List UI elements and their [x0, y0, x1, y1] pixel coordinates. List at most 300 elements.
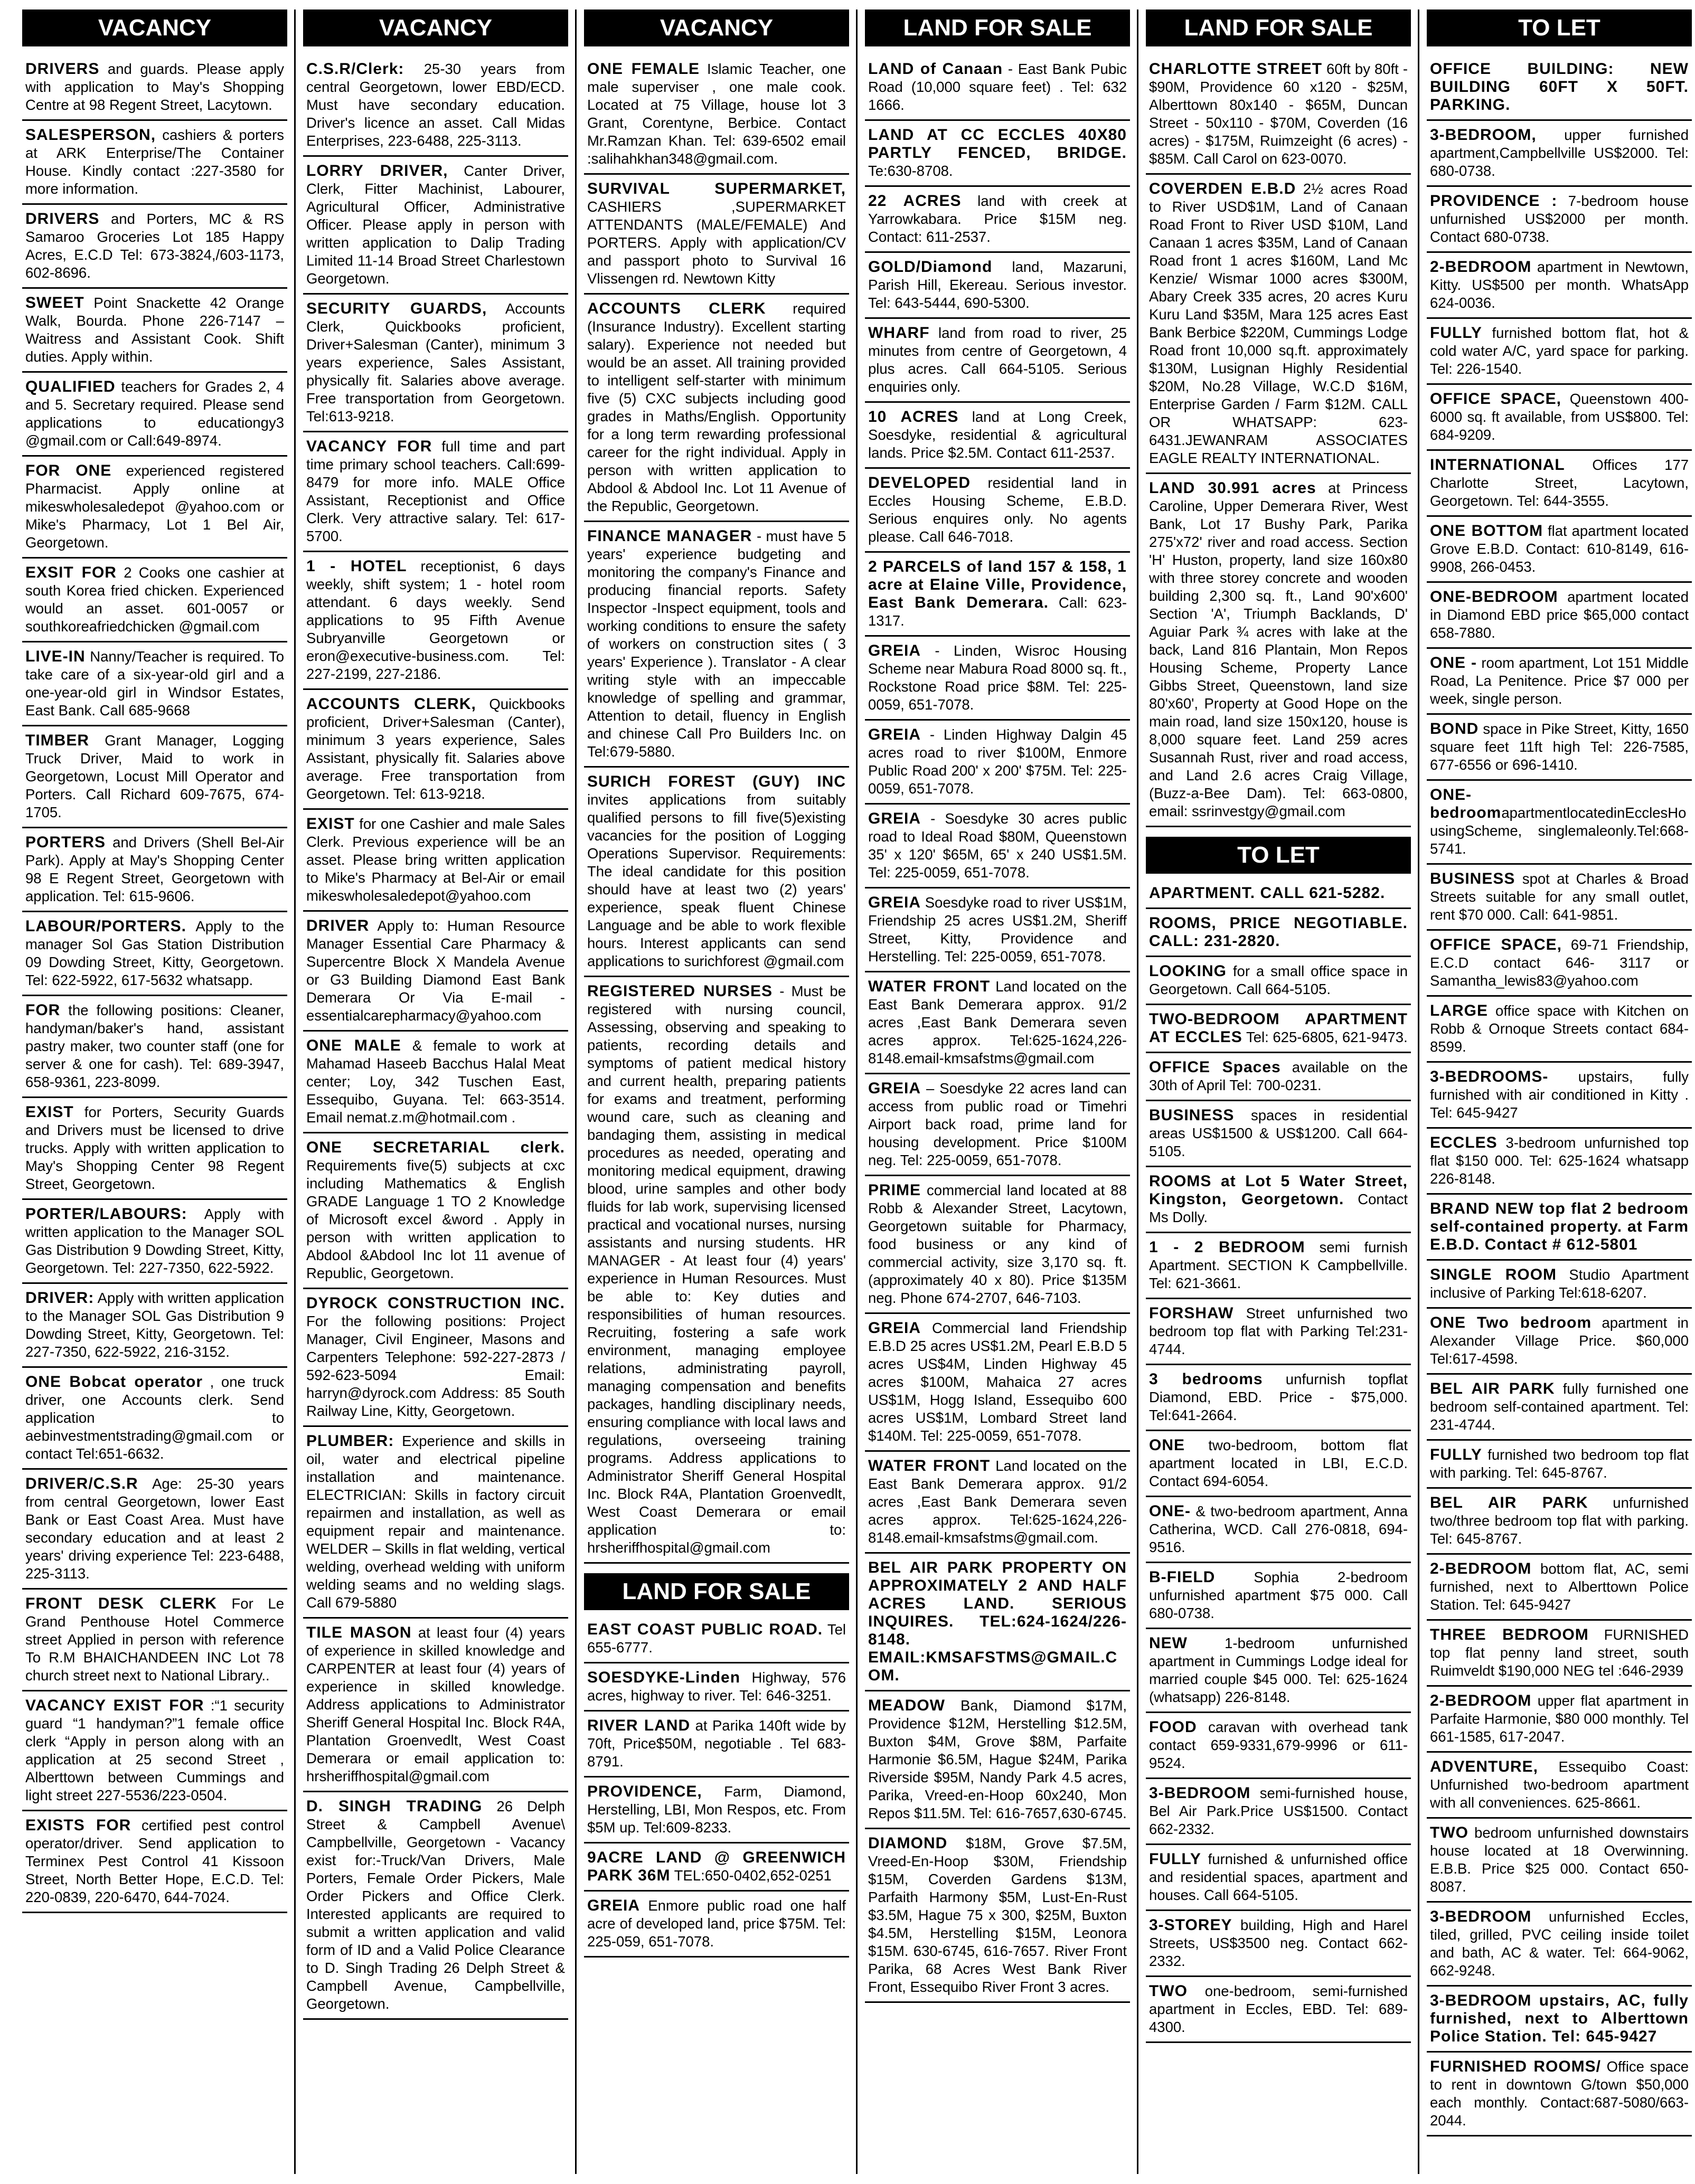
ad-text: :“1 security guard “1 handyman?”1 female office clerk “Apply in person along with an application at 25 second Street , Alberttown between Cummings and light street 227-5536/223-0504. [25, 1697, 285, 1803]
ad-text: 25-30 years from central Georgetown, lower EBD/ECD. Must have secondary education. Driver's licence an asset. Call Midas Enterprises, 223-6488, 225-3113. [306, 61, 565, 149]
classified-ad [1427, 192, 1692, 253]
ad-text: Commercial land Friendship E.B.D 25 acres US$1.2M, Pearl E.B.D 5 acres US$4M, Linden Highway 45 acres $100M, Mahaica 27 acres US$1M, Hogg Island, Essequibo 600 acres US$1M, Lombard Street land $140M. Tel: 225-0059, 651-7078. [868, 1320, 1127, 1444]
ad-text: Point Snackette 42 Orange Walk, Bourda. Phone 226-7147 – Waitress and Assistant Cook. Shift duties. Apply within. [25, 295, 284, 365]
classified-ad [865, 324, 1130, 403]
ad-lead: THREE BEDROOM [1430, 1626, 1589, 1643]
ad-text: - Linden Highway Dalgin 45 acres road to river $100M, Enmore Public Road 200' x 200' $75M. Tel: 225-0059, 651-7078. [868, 726, 1127, 797]
ad-text: Office space to rent in downtown G/town $50,000 each monthly. Contact:687-5080/663-2044. [1430, 2058, 1689, 2129]
ad-text: commercial land located at 88 Robb & Alexander Street, Lacytown, Georgetown suitable for Pharmacy, food business or any kind of commercial activity, size 3,170 sq. ft. (approximately 40 x 80). Price $135M neg. Phone 674-2707, 646-7103. [868, 1182, 1127, 1306]
ad-lead: LOOKING [1149, 962, 1227, 980]
ad-list [1146, 60, 1411, 827]
ad-list [1146, 884, 1411, 2043]
ad-text: Age: 25-30 years from central Georgetown, lower East Bank or East Coast Area. Must have secondary education and at least 2 years' driving experience Tel: 223-6488, 225-3113. [25, 1476, 284, 1582]
ad-lead: LARGE [1430, 1002, 1488, 1019]
classified-ad [584, 1849, 849, 1892]
ad-lead: OFFICE BUILDING: NEW BUILDING 60FT X 50FT. PARKING. [1430, 60, 1689, 114]
ad-text: Islamic Teacher, one male superviser , one male cook. Located at 75 Village, house lot 3 Grant, Corentyne, Berbice. Contact Mr.Ramzan Khan. Tel: 639-6502 email :salihahkhan348@gmail.com. [587, 61, 846, 167]
classified-ad [1427, 720, 1692, 781]
ad-lead: GREIA [587, 1897, 641, 1914]
ad-lead: DRIVERS [25, 210, 100, 228]
ad-text: Apply to: Human Resource Manager Essential Care Pharmacy & Supercentre Block X Mandela Avenue or G3 Building Diamond East Bank Demerara Or Via E-mail - essentialcarepharmacy@yahoo.com [306, 918, 565, 1024]
column-divider [294, 10, 296, 2174]
ad-lead: DYROCK CONSTRUCTION INC. [306, 1294, 565, 1312]
ad-text: Contact Ms Dolly. [1149, 1191, 1408, 1225]
ad-lead: DEVELOPED [868, 474, 971, 491]
ad-text: Queenstown 400-6000 sq. ft available, from US$800. Tel: 684-9209. [1430, 391, 1689, 443]
ad-text: TEL:650-0402,652-0251 [670, 1867, 832, 1884]
ad-text: Te:630-8708. [868, 163, 953, 179]
column-heading: VACANCY [584, 10, 849, 46]
ad-text: 60ft by 80ft - $90M, Providence 60 x120 - $25M, Alberttown 80x140 - $65M, Duncan Street - 50x110 - $70M, Coverden (16 acres) - $175M, Ruimzeight (6 acres) - $85M. Call Carol on 623-0070. [1149, 61, 1408, 167]
ad-lead: ONE Bobcat operator [25, 1373, 203, 1391]
ad-text: Street unfurnished two bedroom top flat with Parking Tel:231-4744. [1149, 1305, 1408, 1357]
ad-lead: GREIA [868, 1319, 921, 1337]
ad-text: & female to work at Mahamad Haseeb Bacchus Halal Meat center; Loy, 342 Tuschen East, Essequibo, Guyana. Tel: 663-3514. Email nemat.z.m@hotmail.com . [306, 1037, 565, 1126]
ad-text: CASHIERS ,SUPERMARKET ATTENDANTS (MALE/FEMALE) And PORTERS. Apply with application/CV and passport photo to Survival 16 Vlissengen rd. Newtown Kitty [587, 198, 846, 287]
ad-text: 2½ acres Road to River USD$1M, Land of Canaan Road Front to River USD $10M, Land Canaan 1 acres $35M, Land of Canaan Road front 1 acres $160M, Land Mc Kenzie/ Wismar 1000 acres $300M, Abary Creek 335 acres, 20 acres Kuru Kuru Land $35M, Mara 125 acres East Bank Berbice $220M, Cummings Lodge Road front 10,000 sq.ft. approximately $130M, Lusignan Highly Residential $20M, No.28 Village, W.C.D $16M, Enterprise Garden / Farm $12M. CALL OR WHATSAPP: 623-6431.JEWANRAM ASSOCIATES EAGLE REALTY INTERNATIONAL. [1149, 181, 1408, 466]
classified-ad [865, 978, 1130, 1074]
ad-text: semi furnish Apartment. SECTION K Campbellville. Tel: 621-3661. [1149, 1239, 1408, 1291]
ad-text: Apply to the manager Sol Gas Station Distribution 09 Dowding Street, Kitty, Georgetown. Tel: 622-5922, 617-5632 whatsapp. [25, 918, 284, 988]
column-vacancy-2 [303, 10, 568, 2174]
ad-lead: BEL AIR PARK [1430, 1380, 1555, 1397]
ad-lead: LIVE-IN [25, 648, 86, 665]
ad-text: Highway, 576 acres, highway to river. Tel: 646-3251. [587, 1669, 846, 1704]
ad-text: at least four (4) years of experience in skilled knowledge and CARPENTER at least four (4) years of experience in skilled knowledge. Address applications to Administrator Sheriff General Hospital Inc. Block R4A, Plantation Groenvedlt, West Coast Demerara or email application to: hrsheriffhospital@gmail.com [306, 1624, 566, 1784]
ad-text: FURNISHED top flat penny land street, south Ruimveldt $190,000 NEG tel :646-2939 [1430, 1627, 1689, 1679]
ad-lead: FULLY [1430, 324, 1482, 342]
ad-text: certified pest control operator/driver. Send application to Terminex Pest Control 41 Kissoon Street, North Better Hope, E.C.D. Tel: 220-0839, 220-6470, 644-7024. [25, 1817, 285, 1905]
classified-ad [1427, 1908, 1692, 1987]
ad-text: Offices 177 Charlotte Street, Lacytown, Georgetown. Tel: 644-3555. [1430, 457, 1689, 509]
ad-lead: TWO [1149, 1982, 1188, 2000]
classified-ad [865, 1559, 1130, 1691]
classified-ad [1427, 1758, 1692, 1819]
ad-lead: BEL AIR PARK [1430, 1494, 1588, 1511]
classified-ad [22, 1475, 287, 1590]
classified-ad [1427, 588, 1692, 649]
classified-ad [1427, 258, 1692, 319]
column-heading: TO LET [1427, 10, 1692, 46]
ad-text: for Porters, Security Guards and Drivers must be licensed to drive trucks. Apply with written application to May's Shopping Center 98 Regent Street, Georgetown. [25, 1104, 284, 1192]
ad-lead: PROVIDENCE, [587, 1783, 702, 1800]
ad-text: – Soesdyke 22 acres land can access from public road or Timehri Airport back road, prime land for housing development. Price $100M neg. Tel: 225-0059, 651-7078. [868, 1080, 1127, 1168]
ad-text: apartment in Newtown, Kitty. US$500 per month. WhatsApp 624-0036. [1430, 259, 1689, 311]
ad-text: experienced registered Pharmacist. Apply online at mikeswholesaledepot @yahoo.com or Mike's Pharmacy, Lot 1 Bel Air, Georgetown. [25, 462, 284, 551]
classified-ad [22, 648, 287, 726]
classified-ad [1146, 1784, 1411, 1845]
ad-text: cashiers & porters at ARK Enterprise/The Container House. Kindly contact :227-3580 for more information. [25, 127, 284, 197]
classified-ad [303, 162, 568, 295]
ad-lead: ROOMS at Lot 5 Water Street, Kingston, Georgetown. [1149, 1173, 1408, 1208]
ad-lead: BUSINESS [1149, 1107, 1235, 1124]
ad-lead: 1 - HOTEL [306, 557, 407, 575]
classified-ad [22, 564, 287, 642]
classified-ad [1427, 1446, 1692, 1489]
ad-lead: TWO-BEDROOM APARTMENT AT ECCLES [1149, 1010, 1408, 1046]
ad-text: unfurnished Eccles, tiled, grilled, PVC ceiling inside toilet and bath, AC & water. Tel: 664-9062, 662-9248. [1430, 1908, 1689, 1979]
ad-text: and Drivers (Shell Bel-Air Park). Apply at May's Shopping Center 98 E Regent Street, Georgetown with application. Tel: 615-9606. [25, 834, 284, 904]
classified-ad [1146, 914, 1411, 957]
ad-lead: ONE-BEDROOM [1430, 588, 1558, 606]
classified-ad [303, 557, 568, 690]
classified-ad [303, 1798, 568, 2020]
ad-text: furnished two bedroom top flat with parking. Tel: 645-8767. [1430, 1446, 1689, 1481]
ad-lead: OFFICE Spaces [1149, 1058, 1281, 1076]
ad-lead: BEL AIR PARK PROPERTY ON APPROXIMATELY 2 AND HALF ACRES LAND. SERIOUS INQUIRES. TEL:624-1624/226-8148. EMAIL:KMSAFSTMS@GMAIL.COM. [868, 1559, 1127, 1684]
classified-ad [1146, 1370, 1411, 1431]
classified-ad [1146, 1568, 1411, 1629]
ad-lead: EXISTS FOR [25, 1817, 131, 1834]
classified-ad [1427, 126, 1692, 187]
ad-text: 26 Delph Street & Campbell Avenue\ Campbellville, Georgetown - Vacancy exist for:-Truck/Van Drivers, Male Porters, Female Order Pickers, Male Order Pickers and Office Clerk. Interested applicants are required to submit a written application and valid form of ID and a Valid Police Clearance to D. Singh Trading 26 Delph Street & Campbell Avenue, Campbellville, Georgetown. [306, 1798, 565, 2012]
ad-text: caravan with overhead tank contact 659-9331,679-9996 or 611-9524. [1149, 1719, 1408, 1771]
ad-lead: 2-BEDROOM [1430, 1692, 1532, 1709]
classified-ad [1146, 1107, 1411, 1167]
ad-text: upper furnished apartment,Campbellville US$2000. Tel: 680-0738. [1430, 127, 1689, 179]
classified-ad [22, 1817, 287, 1913]
ad-text: room apartment, Lot 151 Middle Road, La Penitence. Price $7 000 per week, single person. [1430, 655, 1689, 707]
ad-lead: SECURITY GUARDS, [306, 300, 487, 317]
ad-lead: 3-BEDROOM, [1430, 126, 1537, 144]
ad-lead: GREIA [868, 726, 921, 743]
ad-text: Call: 623-1317. [868, 594, 1127, 629]
ad-lead: 10 ACRES [868, 408, 959, 426]
classified-ad [303, 1139, 568, 1289]
classified-ad [303, 60, 568, 157]
classified-ad [22, 918, 287, 996]
ad-lead: EXIST [25, 1103, 74, 1121]
classified-ad [22, 210, 287, 289]
ad-text: land from road to river, 25 minutes from centre of Georgetown, 4 plus acres. Call 664-5105. Serious enquiries only. [868, 325, 1127, 395]
ad-lead: WATER FRONT [868, 1457, 991, 1474]
ad-lead: BUSINESS [1430, 870, 1515, 887]
ad-text: land at Long Creek, Soesdyke, residential & agricultural lands. Price $2.5M. Contact 611-2537. [868, 409, 1127, 461]
classified-ad [1427, 1068, 1692, 1129]
ad-list [584, 60, 849, 1564]
ad-text: - East Bank Pubic Road (10,000 square feet) . Tel: 632 1666. [868, 61, 1127, 113]
section-heading-to-let: TO LET [1146, 837, 1411, 874]
classified-ad [865, 1319, 1130, 1452]
ad-lead: MEADOW [868, 1697, 945, 1714]
ad-text: Nanny/Teacher is required. To take care of a six-year-old girl and a one-year-old girl in Windsor Estates, East Bank. Call 685-9668 [25, 648, 284, 718]
classified-ad [584, 1897, 849, 1958]
column-heading: VACANCY [22, 10, 287, 46]
ad-list [22, 60, 287, 1913]
ad-lead: FORSHAW [1149, 1304, 1234, 1322]
ad-lead: VACANCY FOR [306, 438, 432, 455]
classified-ad [1146, 884, 1411, 909]
ad-text: bottom flat, AC, semi furnished, next to Alberttown Police Station. Tel: 645-9427 [1430, 1561, 1689, 1613]
ad-lead: PLUMBER: [306, 1432, 394, 1450]
ad-lead: BRAND NEW top flat 2 bedroom self-contained property. at Farm E.B.D. Contact # 612-5801 [1430, 1200, 1689, 1253]
ad-lead: C.S.R/Clerk: [306, 60, 404, 78]
classified-ad [303, 917, 568, 1032]
ad-text: two-bedroom, bottom flat apartment located in LBI, E.C.D. Contact 694-6054. [1149, 1437, 1408, 1489]
ad-lead: GOLD/Diamond [868, 258, 993, 276]
ad-lead: 3-BEDROOM [1430, 1908, 1532, 1925]
ad-lead: PRIME [868, 1181, 921, 1199]
column-vacancy-3 [584, 10, 849, 2174]
ad-text: and Porters, MC & RS Samaroo Groceries Lot 185 Happy Acres, E.C.D Tel: 673-3824,/603-1173, 602-8696. [25, 211, 284, 281]
classified-ad [584, 1717, 849, 1778]
classified-ad [865, 126, 1130, 187]
classified-ad [865, 408, 1130, 469]
ad-text: Soesdyke road to river US$1M, Friendship 25 acres US$1.2M, Sheriff Street, Kitty, Providence and Herstelling. Tel: 225-0059, 651-7078. [868, 894, 1127, 965]
ad-lead: DRIVER [306, 917, 370, 934]
ad-lead: DIAMOND [868, 1835, 948, 1852]
ad-lead: TWO [1430, 1824, 1468, 1841]
ad-lead: GREIA [868, 642, 921, 659]
classified-ad [303, 1432, 568, 1619]
ad-lead: SURVIVAL SUPERMARKET, [587, 180, 846, 197]
classified-ad [865, 1697, 1130, 1829]
ad-text: building, High and Harel Streets, US$3500 neg. Contact 662-2332. [1149, 1917, 1408, 1969]
ad-lead: PORTER/LABOURS: [25, 1205, 187, 1223]
ad-lead: REGISTERED NURSES [587, 982, 773, 1000]
classified-ad [1146, 1238, 1411, 1299]
ad-lead: FULLY [1430, 1446, 1482, 1463]
ad-text: Farm, Diamond, Herstelling, LBI, Mon Respos, etc. From $5M up. Tel:609-8233. [587, 1783, 846, 1836]
ad-lead: LORRY DRIVER, [306, 162, 448, 179]
ad-text: full time and part time primary school teachers. Call:699-8479 for more info. MALE Office Assistant, Receptionist and Office Clerk. Very attractive salary. Tel: 617-5700. [306, 438, 565, 544]
ad-lead: WATER FRONT [868, 978, 991, 995]
ad-lead: CHARLOTTE STREET [1149, 60, 1323, 78]
classified-ad [303, 1294, 568, 1427]
classified-ad [1427, 1824, 1692, 1903]
ad-lead: FOR [25, 1001, 61, 1019]
ad-text: furnished & unfurnished office and residential spaces, apartment and houses. Call 664-5105. [1149, 1851, 1408, 1903]
ad-text: Enmore public road one half acre of developed land, price $75M. Tel: 225-059, 651-7078. [587, 1897, 846, 1950]
column-land-for-sale-1 [865, 10, 1130, 2174]
column-land-for-sale-2 [1146, 10, 1411, 2174]
ad-text: Apply with written application to the Manager SOL Gas Distribution 9 Dowding Street, Kitty, Georgetown. Tel: 227-7350, 622-5922. [25, 1206, 284, 1276]
classified-ad [865, 60, 1130, 121]
ad-text: - Soesdyke 30 acres public road to Ideal Road $80M, Queenstown 35' x 120' $65M, 65' x 240 US$1.5M. Tel: 225-0059, 651-7078. [868, 810, 1127, 881]
ad-lead: GREIA [868, 1080, 921, 1097]
ad-text: invites applications from suitably qualified persons to fill five(5)existing vacancies for the position of Logging Operations Supervisor. Requirements: The ideal candidate for this position should have at least two (2) years' experience, speak fluent Chinese Language and be able to work flexible hours. Interest applicants can send applications to surichforest @gmail.com [587, 791, 846, 969]
ad-lead: DRIVER/C.S.R [25, 1475, 138, 1492]
ad-text: Tel: 625-6805, 621-9473. [1242, 1029, 1408, 1045]
ad-text: apartmentlocatedinEcclesHousingScheme, singlemaleonly.Tel:668-5741. [1430, 805, 1689, 857]
ad-text: For the following positions: Project Manager, Civil Engineer, Masons and Carpenters Telephone: 592-227-2873 / 592-623-5094 Email: harryn@dyrock.com Address: 85 South Railway Line, Kitty, Georgetown. [306, 1313, 565, 1419]
ad-lead: 9ACRE LAND @ GREENWICH PARK 36M [587, 1849, 846, 1884]
ad-lead: OFFICE SPACE, [1430, 390, 1561, 408]
ad-text: office space with Kitchen on Robb & Ornoque Streets contact 684-8599. [1430, 1003, 1689, 1055]
ad-lead: SWEET [25, 294, 84, 311]
ad-lead: ONE Two bedroom [1430, 1314, 1592, 1331]
column-to-let [1427, 10, 1692, 2174]
classified-ad [22, 60, 287, 121]
classified-ad [1427, 1380, 1692, 1441]
ad-lead: DRIVER: [25, 1289, 95, 1307]
ad-text: Studio Apartment inclusive of Parking Tel:618-6207. [1430, 1266, 1689, 1301]
classified-ad [22, 1697, 287, 1811]
classified-ad [1146, 479, 1411, 827]
ad-lead: FINANCE MANAGER [587, 527, 752, 545]
column-heading: LAND FOR SALE [1146, 10, 1411, 46]
column-divider [856, 10, 858, 2174]
column-divider [1418, 10, 1419, 2174]
classified-ad [1427, 1992, 1692, 2053]
ad-lead: ACCOUNTS CLERK [587, 300, 766, 317]
classified-ad [22, 1205, 287, 1284]
ad-lead: FOR ONE [25, 462, 112, 479]
classified-ad [865, 258, 1130, 319]
classified-ad [584, 773, 849, 977]
column-divider [575, 10, 577, 2174]
ad-text: $18M, Grove $7.5M, Vreed-En-Hoop $30M, Friendship $15M, Coverden Gardens $13M, Parfaith Harmony $5M, Lust-En-Rust $3.5M, Hague 75 x 300, $25M, Buxton $4.5M, Herstelling $15M, Leonora $15M. 630-6745, 616-7657. River Front Parika, 68 Acres West Bank River Front, Essequibo River Front 3 acres. [868, 1835, 1127, 1995]
classified-ad [1146, 1982, 1411, 2043]
classified-ad [1427, 1002, 1692, 1063]
ad-text: 7-bedroom house unfurnished US$2000 per month. Contact 680-0738. [1430, 193, 1689, 245]
ad-lead: RIVER LAND [587, 1717, 691, 1734]
ad-text: 2 Cooks one cashier at south Korea fried chicken. Experienced would an asset. 601-0057 or southkoreafriedchicken @gmail.com [25, 564, 284, 635]
ad-lead: SINGLE ROOM [1430, 1266, 1557, 1283]
classified-ad [303, 300, 568, 432]
ad-text: , one truck driver, one Accounts clerk. Send application to aebinvestmentstrading@gmail.com or contact Tel:651-6632. [25, 1374, 284, 1462]
ad-text: 69-71 Friendship, E.C.D contact 646- 3117 or Samantha_lewis83@yahoo.com [1430, 937, 1689, 989]
classified-ad [865, 894, 1130, 972]
ad-lead: NEW [1149, 1634, 1188, 1652]
ad-text: Grant Manager, Logging Truck Driver, Maid to work in Georgetown, Locust Mill Operator and Porters. Call Richard 609-7675, 674-1705. [25, 732, 284, 820]
ad-lead: ONE-bedroom [1430, 786, 1502, 821]
classified-ad [584, 1783, 849, 1843]
ad-text: space in Pike Street, Kitty, 1650 square feet 11ft high Tel: 226-7585, 677-6556 or 696-1410. [1430, 721, 1689, 773]
classified-ad [584, 982, 849, 1564]
ad-lead: BOND [1430, 720, 1479, 738]
ad-text: - Must be registered with nursing council, Assessing, observing and speaking to patients, recording details and symptoms of patient medical history and current health, preparing patients for exams and treatment, performing wound care, such as cleaning and bandaging them, assisting in medical procedures as needed, operating and monitoring medical equipment, drawing blood, urine samples and other body fluids for lab work, supervising licensed practical and vocational nurses, nursing assistants and nursing students. HR MANAGER - At least four (4) years' experience in Human Resources. Must be able to: Key duties and responsibilities of human resources. Recruiting, fostering a safe work environment, managing employee relations, administrating payroll, managing compensation and benefits packages, handling disciplinary needs, ensuring compliance with local laws and regulations, overseeing training programs. Address applications to Administrator Sheriff General Hospital Inc. Block R4A, Plantation Groenvedlt, West Coast Demerara or email application to: hrsheriffhospital@gmail.com [587, 983, 846, 1556]
classified-ad [1427, 390, 1692, 451]
ad-lead: VACANCY EXIST FOR [25, 1697, 204, 1714]
classified-ad [1427, 324, 1692, 385]
classified-ad [584, 527, 849, 768]
classified-ad [303, 438, 568, 552]
classified-ad [584, 300, 849, 522]
classified-ad [865, 810, 1130, 888]
classified-ad [1427, 456, 1692, 517]
ad-lead: TIMBER [25, 732, 89, 749]
classified-ad [584, 180, 849, 295]
classified-ad [1427, 654, 1692, 715]
ad-list [1427, 60, 1692, 2136]
ad-text: land, Mazaruni, Parish Hill, Ekereau. Serious investor. Tel: 643-5444, 690-5300. [868, 259, 1127, 311]
ad-text: land with creek at Yarrowkabara. Price $15M neg. Contact: 611-2537. [868, 193, 1127, 245]
classified-ad [303, 815, 568, 912]
ad-lead: ONE SECRETARIAL clerk. [306, 1139, 565, 1156]
ad-lead: COVERDEN E.B.D [1149, 180, 1296, 197]
ad-text: Sophia 2-bedroom unfurnished apartment $75 000. Call 680-0738. [1149, 1569, 1408, 1621]
classified-ad [303, 1037, 568, 1133]
ad-text: for a small office space in Georgetown. Call 664-5105. [1149, 963, 1408, 997]
ad-lead: LAND 30.991 acres [1149, 479, 1316, 497]
ad-lead: ONE - [1430, 654, 1477, 672]
ad-text: available on the 30th of April Tel: 700-0231. [1149, 1059, 1408, 1093]
classified-ad [865, 474, 1130, 553]
ad-lead: TILE MASON [306, 1624, 412, 1641]
classified-ad [303, 695, 568, 810]
ad-lead: GREIA [868, 894, 921, 911]
ad-text: one-bedroom, semi-furnished apartment in Eccles, EBD. Tel: 689-4300. [1149, 1983, 1408, 2035]
section-heading-land-for-sale: LAND FOR SALE [584, 1573, 849, 1610]
classified-ad [584, 60, 849, 175]
ad-text: Tel 655-6777. [587, 1621, 846, 1656]
ad-lead: 3 bedrooms [1149, 1370, 1263, 1388]
classified-ad [1146, 60, 1411, 175]
classified-ad [22, 1001, 287, 1098]
classified-ad [1427, 936, 1692, 997]
classified-ad [865, 192, 1130, 253]
ad-list [584, 1621, 849, 1958]
ad-text: apartment located in Diamond EBD price $65,000 contact 658-7880. [1430, 589, 1689, 641]
ad-text: apartment in Alexander Village Price. $60,000 Tel:617-4598. [1430, 1315, 1689, 1367]
classified-ad [865, 1835, 1130, 2003]
classified-ad [1427, 870, 1692, 931]
classified-ad [22, 462, 287, 559]
ad-lead: 2-BEDROOM [1430, 1560, 1532, 1577]
classified-ad [1146, 1718, 1411, 1779]
ad-text: teachers for Grades 2, 4 and 5. Secretary required. Please send applications to educationgy3 @gmail.com or Call:649-8974. [25, 379, 284, 449]
ad-lead: GREIA [868, 810, 921, 827]
ad-text: receptionist, 6 days weekly, shift system; 1 - hotel room attendant. 6 days weekly. Send applications to 95 Fifth Avenue Subryanville Georgetown or eron@executive-business.com. Tel: 227-2199, 227-2186. [306, 558, 565, 682]
ad-text: Canter Driver, Clerk, Fitter Machinist, Labourer, Agricultural Officer, Administrative Officer. Please apply in person with written application to Dalip Trading Limited 11-14 Broad Street Charlestown Georgetown. [306, 163, 565, 287]
ad-text: - Linden, Wisroc Housing Scheme near Mabura Road 8000 sq. ft., Rockstone Road price $8M. Tel: 225-0059, 651-7078. [868, 642, 1127, 713]
classified-ad [1427, 1266, 1692, 1309]
ad-lead: OFFICE SPACE, [1430, 936, 1562, 953]
ad-list [865, 60, 1130, 2003]
ad-text: Requirements five(5) subjects at cxc including Mathematics & English GRADE Language 1 TO 2 Knowledge of Microsoft excel &word . Apply in person with written application to Abdool &Abdool Inc lot 11 avenue of Republic, Georgetown. [306, 1157, 565, 1281]
classified-ad [22, 1595, 287, 1691]
ad-lead: ROOMS, PRICE NEGOTIABLE. CALL: 231-2820. [1149, 914, 1408, 950]
classified-ad [865, 558, 1130, 637]
classified-ad [865, 726, 1130, 805]
ad-text: at Parika 140ft wide by 70ft, Price$50M, negotiable . Tel 683-8791. [587, 1717, 846, 1770]
ad-text: upper flat apartment in Parfaite Harmonie, $80 000 monthly. Tel 661-1585, 617-2047. [1430, 1693, 1689, 1745]
classified-ad [1146, 1058, 1411, 1101]
ad-text: 3-bedroom unfurnished top flat $150 000. Tel: 625-1624 whatsapp 226-8148. [1430, 1134, 1689, 1187]
ad-text: Accounts Clerk, Quickbooks proficient, Driver+Salesman (Canter), minimum 3 years experience, Sales Assistant, physically fit. Salaries above average. Free transportation from Georgetown. Tel:613-9218. [306, 300, 565, 424]
ad-text: Bank, Diamond $17M, Providence $12M, Herstelling $12.5M, Buxton $4M, Grove $8M, Parfaite Harmonie $6.5M, Hague $24M, Parika Riverside $95M, Nandy Park 4.5 acres, Parika, Vreed-en-Hoop 60x240, Mon Repos $11.5M. Tel: 616-7657,630-6745. [868, 1697, 1127, 1821]
classified-ad [1146, 1436, 1411, 1497]
classified-ad [22, 294, 287, 373]
ad-lead: LAND AT CC ECCLES 40X80 PARTLY FENCED, BRIDGE. [868, 126, 1127, 162]
classified-ad [1427, 1200, 1692, 1261]
ad-text: upstairs, fully furnished with air conditioned in Kitty . Tel: 645-9427 [1430, 1069, 1689, 1121]
ad-lead: 22 ACRES [868, 192, 962, 210]
ad-lead: 2 PARCELS of land 157 & 158, 1 acre at Elaine Ville, Providence, East Bank Demerara. [868, 558, 1127, 611]
classified-ad [1146, 1010, 1411, 1053]
column-vacancy-1 [22, 10, 287, 2174]
ad-lead: FOOD [1149, 1718, 1197, 1736]
ad-lead: SOESDYKE-Linden [587, 1669, 741, 1686]
ad-list [303, 60, 568, 2020]
ad-text: bedroom unfurnished downstairs house located at 18 Overwinning. E.B.B. Price $25 000. Contact 650-8087. [1430, 1824, 1689, 1895]
ad-lead: ADVENTURE, [1430, 1758, 1539, 1775]
ad-text: unfurnish topflat Diamond, EBD. Price - $75,000. Tel:641-2664. [1149, 1371, 1408, 1423]
ad-lead: B-FIELD [1149, 1568, 1216, 1586]
ad-lead: ONE FEMALE [587, 60, 700, 78]
classified-ad [22, 732, 287, 828]
ad-text: spaces in residential areas US$1500 & US$1200. Call 664-5105. [1149, 1107, 1408, 1159]
classified-ad [22, 834, 287, 912]
classified-ad [22, 1289, 287, 1368]
ad-lead: D. SINGH TRADING [306, 1798, 483, 1815]
classified-ad [1427, 1494, 1692, 1555]
ad-lead: ONE MALE [306, 1037, 401, 1054]
classified-ad [22, 1103, 287, 1200]
classified-ad [303, 1624, 568, 1792]
ad-text: and guards. Please apply with application to May's Shopping Centre at 98 Regent Street, Lacytown. [25, 61, 284, 113]
